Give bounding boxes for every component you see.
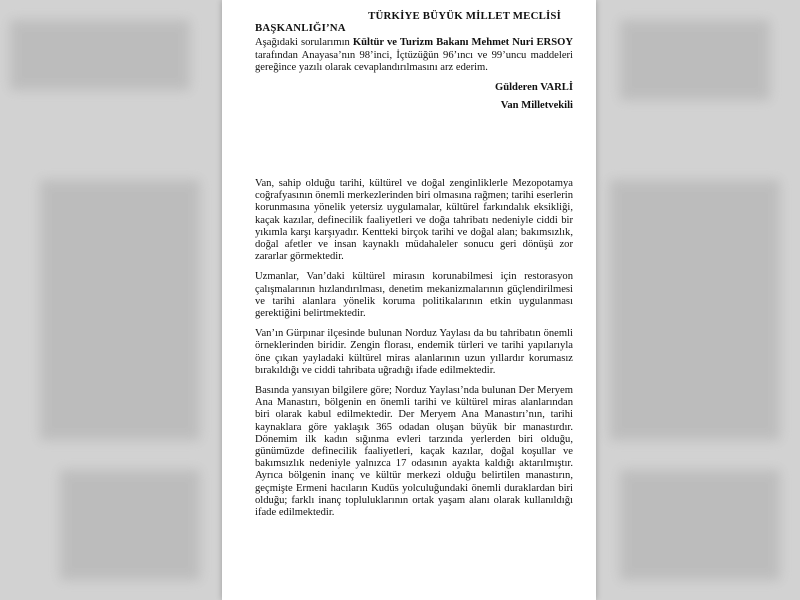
background-blur-left-top — [10, 20, 190, 90]
document-page — [222, 0, 596, 600]
background-blur-right-mid — [610, 180, 780, 440]
body-paragraph-2: Uzmanlar, Van’daki kültürel mirasın korunabilmesi için restorasyon çalışmalarının hızlandırılması, denetim mekanizmalarının güçlendirilmesi ve tarihi alanlara yönelik koruma politikalarının etkin uygulanması gerektiğini belirtmektedir. — [255, 271, 573, 320]
body-paragraph-4: Basında yansıyan bilgilere göre; Norduz Yaylası’nda bulunan Der Meryem Ana Manastırı, bölgenin en önemli tarihi ve kültürel miras alanlarından biri olarak kabul edilmektedir. Der Meryem Ana Manastırı’nın, tarihi kaynaklara göre yaklaşık 365 odadan oluşan büyük bir manastırdır. Dönemim ilk kadın sığınma evleri tarzında yerlerden biri olduğu, günümüzde definecilik faaliyetleri, kaçak kazılar, doğal koşullar ve bakımsızlık nedeniyle yalnızca 17 odasının ayakta kaldığı aktarılmıştır. Ayrıca bölgenin inanç ve kültür merkezi olduğu belirtilen manastırın, geçmişte Ermeni hacıların Kudüs yolculuğundaki önemli duraklardan biri olduğu; farklı inanç topluluklarının ortak yaşam alanı olarak kullanıldığı ifade edilmektedir. — [255, 385, 573, 519]
document-heading — [255, 10, 573, 34]
background-blur-right-bottom — [620, 470, 780, 580]
signer-title: Van Milletvekili — [500, 100, 573, 112]
body-paragraph-3: Van’ın Gürpınar ilçesinde bulunan Norduz Yaylası da bu tahribatın önemli örneklerinden biridir. Zengin florası, endemik türleri ve tarihi yapılarıyla öne çıkan yayladaki kültürel miras alanlarının uzun yıllardır korumasız bırakıldığı ve ciddi tahribata uğradığı ifade edilmektedir. — [255, 328, 573, 376]
body-paragraph-1: Van, sahip olduğu tarihi, kültürel ve doğal zenginliklerle Mezopotamya coğrafyasının önemli merkezlerinden biri olmasına rağmen; tarihi eserlerin korunmasına yönelik yetersiz uygulamalar, kültürel farkındalık eksikliği, kaçak kazılar, definecilik faaliyetleri ve doğa tahribatı nedeniyle ciddi bir yıkımla karşı karşıyadır. Kentteki birçok tarihi ve doğal alan; bakımsızlık, doğal afetler ve insan kaynaklı müdahaleler sonucu geri dönüşü zor zararlar görmektedir. — [255, 178, 573, 263]
heading-line-2: BAŞKANLIĞI’NA — [255, 22, 346, 35]
intro-text-start: Aşağıdaki sorularımın — [255, 37, 353, 49]
minister-name: Kültür ve Turizm Bakanı Mehmet Nuri ERSOY — [352, 37, 573, 49]
heading-line-1: TÜRKİYE BÜYÜK MİLLET MECLİSİ — [368, 10, 561, 22]
background-blur-left-bottom — [60, 470, 200, 580]
background-blur-left-mid — [40, 180, 200, 440]
signer-name: Gülderen VARLİ — [494, 82, 573, 94]
intro-paragraph — [255, 37, 573, 74]
intro-text-end: tarafından Anayasa’nın 98’inci, İçtüzüğün 96’ıncı ve 99’uncu maddeleri gereğince yazılı olarak cevaplandırılmasını arz ederim. — [255, 49, 573, 73]
document-content — [255, 10, 573, 519]
body-text — [255, 178, 573, 527]
background-blur-right-top — [620, 20, 770, 100]
